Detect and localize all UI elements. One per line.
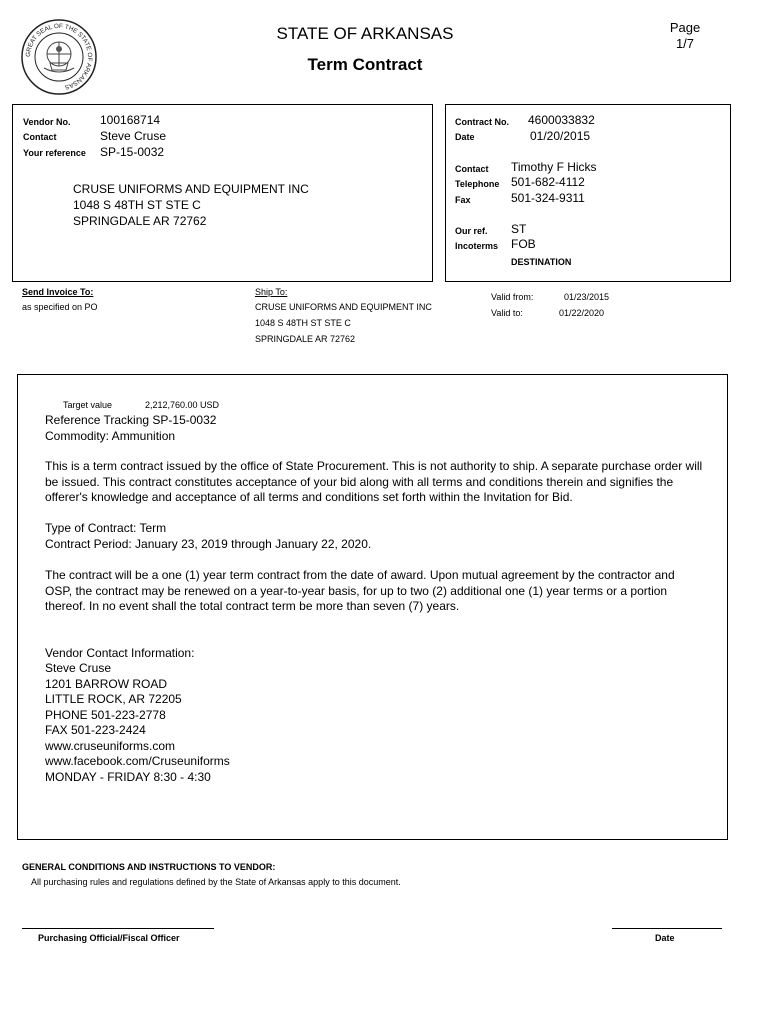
valid-from-label: Valid from: [491, 292, 534, 302]
our-ref-label: Our ref. [455, 226, 488, 236]
seal-text: GREAT SEAL OF THE STATE OF ARKANSAS [24, 22, 94, 91]
page-title: Term Contract [307, 55, 423, 74]
vendor-contact-line: MONDAY - FRIDAY 8:30 - 4:30 [45, 770, 211, 784]
ship-to-label: Ship To: [255, 287, 288, 297]
destination-value: DESTINATION [511, 257, 572, 267]
ship-to-line: CRUSE UNIFORMS AND EQUIPMENT INC [255, 302, 432, 312]
reference-tracking: Reference Tracking SP-15-0032 [45, 413, 217, 427]
target-value-label: Target value [63, 400, 113, 410]
state-contact-value: Timothy F Hicks [511, 160, 597, 174]
contract-period: Contract Period: January 23, 2019 through January 22, 2020. [45, 537, 372, 551]
contract-date-value: 01/20/2015 [530, 129, 591, 143]
official-signature-line [22, 928, 214, 929]
vendor-no-value: 100168714 [100, 113, 161, 127]
telephone-label: Telephone [455, 179, 500, 189]
your-reference-value: SP-15-0032 [100, 145, 165, 159]
our-ref-value: ST [511, 222, 527, 236]
state-contact-label: Contact [455, 164, 489, 174]
contract-type: Type of Contract: Term [45, 521, 167, 535]
date-signature-label: Date [655, 933, 675, 943]
contract-no-value: 4600033832 [528, 113, 595, 127]
ship-to-line: SPRINGDALE AR 72762 [255, 334, 356, 344]
send-invoice-label: Send Invoice To: [22, 287, 94, 297]
vendor-contact-line: PHONE 501-223-2778 [45, 708, 166, 722]
vendor-facebook-link[interactable]: www.facebook.com/Cruseuniforms [45, 754, 230, 768]
general-conditions-title: GENERAL CONDITIONS AND INSTRUCTIONS TO VENDOR: [22, 862, 276, 872]
valid-to-label: Valid to: [491, 308, 523, 318]
vendor-contact-line: LITTLE ROCK, AR 72205 [45, 692, 182, 706]
vendor-no-label: Vendor No. [23, 117, 71, 127]
valid-to-value: 01/22/2020 [559, 308, 605, 318]
vendor-contact-label: Contact [23, 132, 57, 142]
fax-value: 501-324-9311 [511, 191, 585, 205]
general-conditions-text: All purchasing rules and regulations defined by the State of Arkansas apply to this document. [31, 877, 401, 887]
send-invoice-value: as specified on PO [22, 302, 98, 312]
your-reference-label: Your reference [23, 148, 86, 158]
commodity: Commodity: Ammunition [45, 429, 176, 443]
target-value-amount: 2,212,760.00 USD [145, 400, 220, 410]
ship-to-line: 1048 S 48TH ST STE C [255, 318, 351, 328]
renewal-terms-paragraph: The contract will be a one (1) year term contract from the date of award. Upon mutual agreement by the contractor and OSP, the contract may be renewed on a year-to-year basis, for up to two (2) additional one (1) year terms or a portion thereof. In no event shall the total contract term be more than seven (7) years. [45, 568, 675, 613]
vendor-website-link[interactable]: www.cruseuniforms.com [45, 739, 176, 753]
page-number-label: Page [669, 20, 701, 35]
state-title: STATE OF ARKANSAS [276, 24, 454, 43]
vendor-contact-line: 1201 BARROW ROAD [45, 677, 168, 691]
contract-notice-paragraph: This is a term contract issued by the office of State Procurement. This is not authority to ship. A separate purchase order will be issued. This contract constitutes acceptance of your bid along with all terms and conditions therein and signifies the offerer's knowledge and acceptance of all terms and conditions set forth within the Invitation for Bid. [45, 459, 703, 504]
vendor-contact-line: FAX 501-223-2424 [45, 723, 146, 737]
vendor-address-line: CRUSE UNIFORMS AND EQUIPMENT INC [73, 182, 309, 196]
vendor-contact-value: Steve Cruse [100, 129, 167, 143]
vendor-address-line: SPRINGDALE AR 72762 [73, 214, 207, 228]
valid-from-value: 01/23/2015 [564, 292, 610, 302]
vendor-contact-heading: Vendor Contact Information: [45, 646, 195, 660]
date-signature-line [612, 928, 722, 929]
fax-label: Fax [455, 195, 471, 205]
vendor-address-line: 1048 S 48TH ST STE C [73, 198, 201, 212]
official-signature-label: Purchasing Official/Fiscal Officer [38, 933, 180, 943]
telephone-value: 501-682-4112 [511, 175, 585, 189]
vendor-contact-line: Steve Cruse [45, 661, 112, 675]
incoterms-label: Incoterms [455, 241, 499, 251]
incoterms-value: FOB [511, 237, 536, 251]
contract-no-label: Contract No. [455, 117, 509, 127]
contract-date-label: Date [455, 132, 475, 142]
page-number-value: 1/7 [675, 36, 695, 51]
